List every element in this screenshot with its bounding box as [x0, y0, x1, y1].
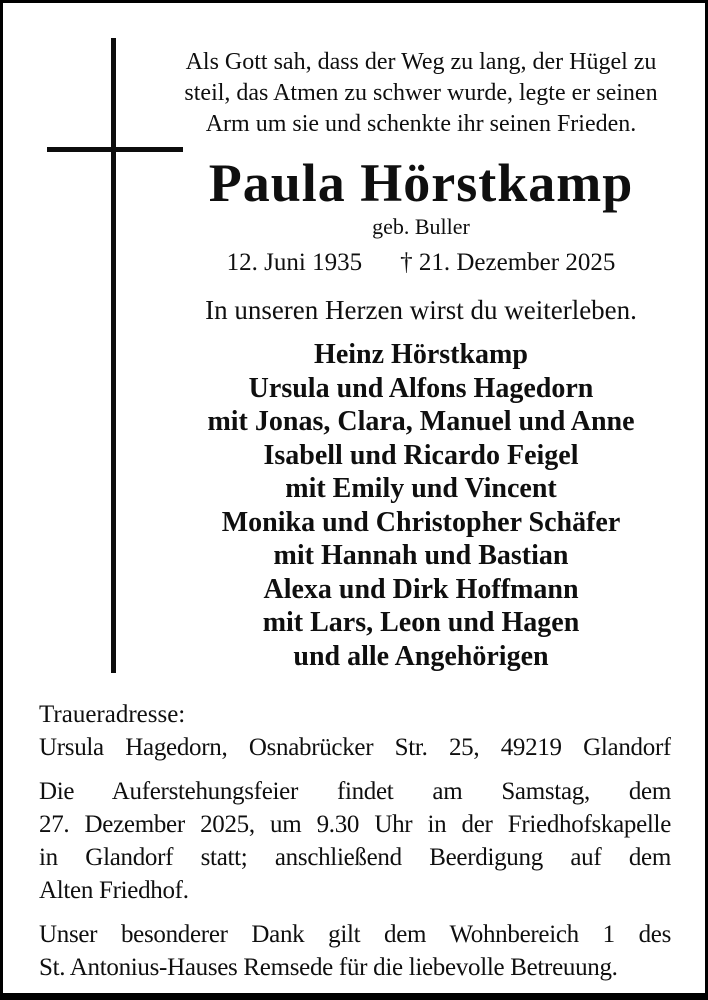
- thanks-line: Unser besonderer Dank gilt dem Wohnbereich 1 des: [39, 921, 671, 948]
- funeral-details-line: Alten Friedhof.: [39, 877, 189, 904]
- bottom-section: [39, 698, 671, 984]
- death-date: † 21. Dezember 2025: [400, 249, 616, 276]
- mourner-line: mit Emily und Vincent: [285, 473, 557, 504]
- mourning-address-label: Traueradresse:: [39, 701, 186, 728]
- verse-line: steil, das Atmen zu schwer wurde, legte er seinen: [184, 80, 658, 106]
- funeral-details-line: 27. Dezember 2025, um 9.30 Uhr in der Friedhofskapelle: [39, 811, 671, 838]
- opening-verse: [153, 47, 689, 140]
- deceased-name: Paula Hörstkamp: [208, 153, 634, 213]
- mourner-line: mit Lars, Leon und Hagen: [262, 607, 580, 638]
- mourning-address: Ursula Hagedorn, Osnabrücker Str. 25, 49219 Glandorf: [39, 734, 671, 761]
- funeral-details-paragraph: [39, 775, 671, 907]
- funeral-details-line: Die Auferstehungsfeier findet am Samstag, dem: [39, 778, 671, 805]
- mourner-line: mit Jonas, Clara, Manuel und Anne: [207, 406, 635, 437]
- verse-line: Arm um sie und schenkte ihr seinen Frieden.: [205, 111, 637, 137]
- mourner-line: Heinz Hörstkamp: [314, 339, 528, 370]
- mourner-line: Alexa und Dirk Hoffmann: [263, 573, 579, 605]
- mourners-list: [153, 338, 689, 673]
- thanks-paragraph: [39, 918, 671, 984]
- cross-vertical-bar: [111, 38, 116, 673]
- maiden-name: geb. Buller: [372, 214, 470, 239]
- life-dates: [153, 248, 689, 278]
- mourner-line: Isabell und Ricardo Feigel: [263, 439, 579, 471]
- mourner-line: und alle Angehörigen: [293, 640, 549, 672]
- thanks-line: St. Antonius-Hauses Remsede für die liebevolle Betreuung.: [39, 954, 618, 981]
- funeral-details-line: in Glandorf statt; anschließend Beerdigung auf dem: [39, 844, 671, 871]
- epitaph-line: In unseren Herzen wirst du weiterleben.: [205, 295, 637, 325]
- mourner-line: Monika und Christopher Schäfer: [221, 506, 621, 538]
- birth-date: 12. Juni 1935: [226, 249, 363, 276]
- mourner-line: Ursula und Alfons Hagedorn: [248, 372, 594, 404]
- center-column: [153, 47, 689, 673]
- mourner-line: mit Hannah und Bastian: [273, 540, 569, 571]
- verse-line: Als Gott sah, dass der Weg zu lang, der Hügel zu: [185, 49, 657, 75]
